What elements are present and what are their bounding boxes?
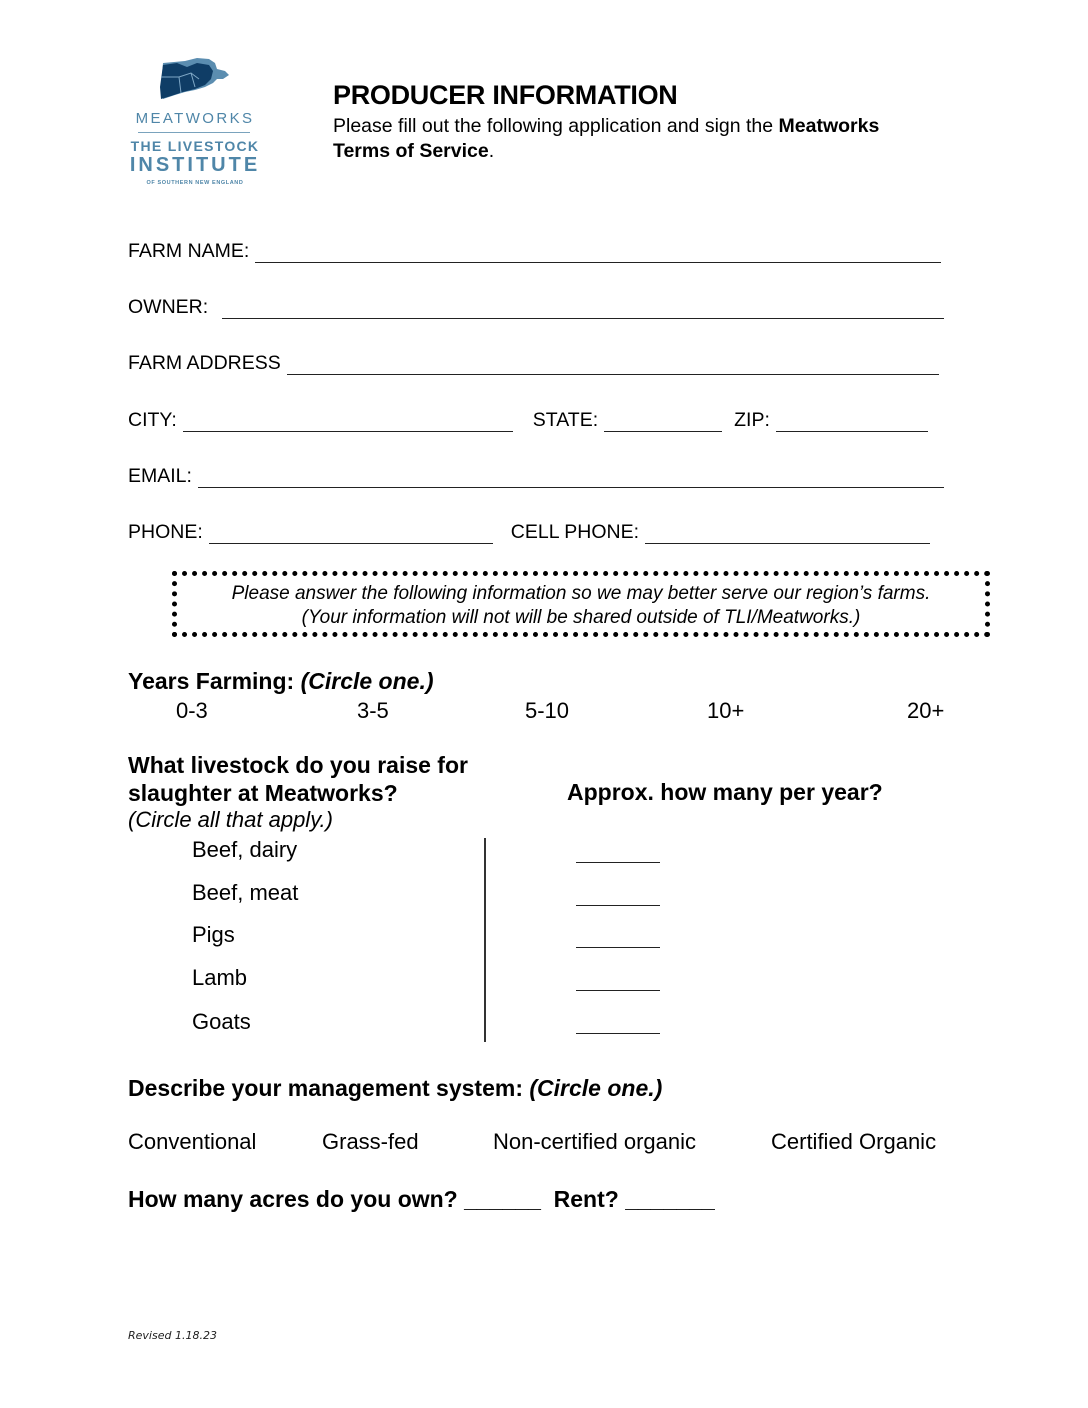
acres-own-field[interactable]: ______ [464,1186,541,1212]
city-state-zip-row [128,409,928,432]
logo-region-text: OF SOUTHERN NEW ENGLAND [146,180,244,186]
farm-address-field[interactable] [287,356,939,375]
management-option-grass-fed[interactable]: Grass-fed [322,1129,419,1154]
logo-livestock-text: THE LIVESTOCK [130,138,260,154]
notice-line-2: (Your information will not will be shared outside of TLI/Meatworks.) [301,607,861,628]
acres-rent-field[interactable]: _______ [625,1186,715,1212]
farm-name-field[interactable] [255,244,941,263]
years-option-20-plus[interactable]: 20+ [907,698,945,723]
logo-divider [138,132,250,133]
livestock-question [128,751,468,807]
city-field[interactable] [183,413,513,432]
logo-meatworks-text: MEATWORKS [135,110,255,127]
notice-line-1: Please answer the following information so we may better serve our region’s farms. [231,583,931,604]
subtitle-text: Please fill out the following application and sign the [333,115,779,137]
farm-name-label: FARM NAME: [128,240,250,262]
logo-institute-text: INSTITUTE [129,154,261,176]
farm-address-label: FARM ADDRESS [128,352,281,374]
livestock-question-line-1: What livestock do you raise for [128,752,468,778]
years-option-0-3[interactable]: 0-3 [176,698,208,723]
management-option-non-certified-organic[interactable]: Non-certified organic [493,1129,696,1154]
city-label: CITY: [128,409,177,431]
count-field-goats[interactable] [576,1032,660,1034]
livestock-option-beef-dairy[interactable]: Beef, dairy [192,837,298,862]
terms-of-service-link[interactable]: Terms of Service [333,140,489,162]
meatworks-logo [120,55,270,195]
management-instruction: (Circle one.) [529,1075,663,1101]
email-label: EMAIL: [128,465,192,487]
count-header: Approx. how many per year? [567,779,883,805]
years-option-3-5[interactable]: 3-5 [357,698,389,723]
owner-row [128,296,944,319]
cell-phone-label: CELL PHONE: [510,521,640,543]
acres-own-label: How many acres do you own? [128,1186,458,1212]
phone-row [128,521,930,544]
phone-field[interactable] [209,525,493,544]
years-farming-label: Years Farming: [128,668,295,694]
cell-phone-field[interactable] [645,525,930,544]
phone-label: PHONE: [128,521,203,543]
state-label: STATE: [532,409,599,431]
management-option-conventional[interactable]: Conventional [128,1129,257,1154]
years-farming-instruction: (Circle one.) [300,668,434,694]
zip-label: ZIP: [734,409,770,431]
privacy-notice-box [172,571,990,637]
owner-field[interactable] [222,300,944,319]
count-field-beef-meat[interactable] [576,904,660,906]
owner-label: OWNER: [128,296,209,318]
years-farming-heading [128,668,434,695]
southern-new-england-map-icon [155,57,235,105]
subtitle-period: . [488,140,495,162]
email-field[interactable] [198,469,944,488]
livestock-option-beef-meat[interactable]: Beef, meat [192,880,299,905]
page-subtitle [333,114,973,164]
management-label: Describe your management system: [128,1075,523,1101]
page-title: PRODUCER INFORMATION [333,80,678,110]
column-divider [484,838,486,1042]
revision-date: Revised 1.18.23 [128,1329,217,1342]
livestock-option-pigs[interactable]: Pigs [192,922,235,947]
acres-rent-label: Rent? [553,1186,619,1212]
state-field[interactable] [604,413,722,432]
count-field-beef-dairy[interactable] [576,861,660,863]
years-option-5-10[interactable]: 5-10 [525,698,570,723]
subtitle-bold-meatworks: Meatworks [778,115,880,137]
livestock-option-lamb[interactable]: Lamb [192,965,248,990]
zip-field[interactable] [776,413,928,432]
livestock-question-line-2: slaughter at Meatworks? [128,780,398,806]
count-field-lamb[interactable] [576,989,660,991]
count-field-pigs[interactable] [576,946,660,948]
acres-row [128,1186,715,1213]
livestock-option-goats[interactable]: Goats [192,1009,251,1034]
farm-address-row [128,352,939,375]
management-heading [128,1075,662,1102]
management-option-certified-organic[interactable]: Certified Organic [771,1129,937,1154]
years-option-10-plus[interactable]: 10+ [707,698,745,723]
farm-name-row [128,240,941,263]
email-row [128,465,944,488]
livestock-instruction: (Circle all that apply.) [128,807,333,832]
